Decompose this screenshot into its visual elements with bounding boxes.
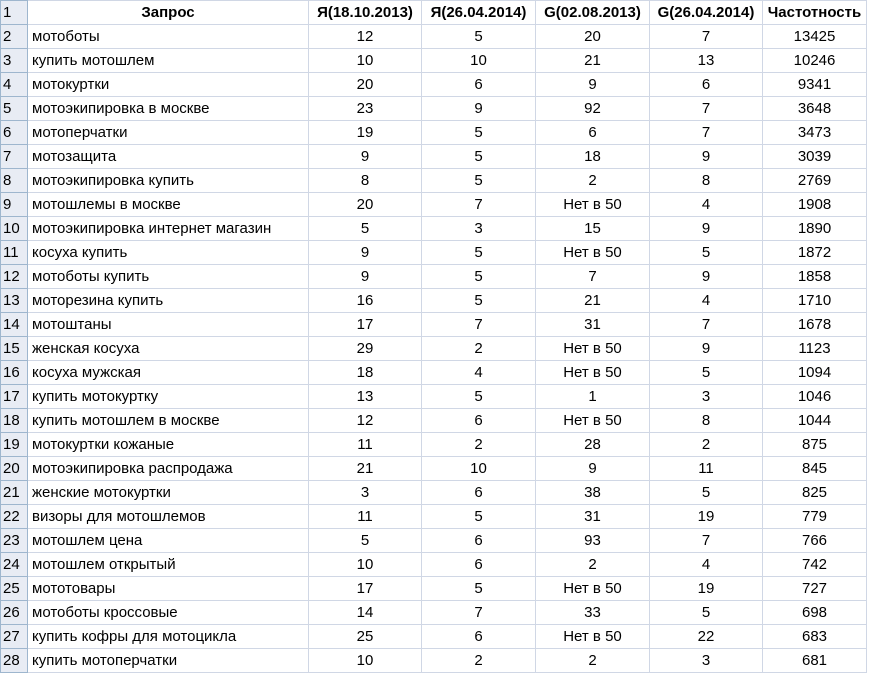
row-number[interactable]: 5 [1, 97, 28, 121]
cell-frequency[interactable]: 825 [763, 481, 867, 505]
table-row [1, 529, 867, 553]
column-header-frequency[interactable]: Частотность [763, 1, 867, 25]
cell-yandex-2014[interactable]: 5 [422, 241, 536, 265]
cell-query[interactable]: купить мотошлем в москве [28, 409, 309, 433]
cell-frequency[interactable]: 1872 [763, 241, 867, 265]
cell-query[interactable]: мотоперчатки [28, 121, 309, 145]
cell-yandex-2013[interactable]: 10 [309, 553, 422, 577]
cell-google-2013[interactable]: Нет в 50 [536, 577, 650, 601]
cell-yandex-2013[interactable]: 20 [309, 73, 422, 97]
cell-google-2014[interactable]: 3 [650, 385, 763, 409]
cell-frequency[interactable]: 3473 [763, 121, 867, 145]
cell-yandex-2014[interactable]: 5 [422, 121, 536, 145]
cell-google-2013[interactable]: 31 [536, 505, 650, 529]
cell-query[interactable]: моторезина купить [28, 289, 309, 313]
cell-google-2013[interactable]: 2 [536, 553, 650, 577]
row-number[interactable]: 11 [1, 241, 28, 265]
column-header-yandex-2014[interactable]: Я(26.04.2014) [422, 1, 536, 25]
cell-google-2013[interactable]: 20 [536, 25, 650, 49]
cell-yandex-2013[interactable]: 12 [309, 409, 422, 433]
table-row [1, 409, 867, 433]
cell-yandex-2014[interactable]: 9 [422, 97, 536, 121]
cell-yandex-2014[interactable]: 5 [422, 577, 536, 601]
cell-google-2014[interactable]: 7 [650, 121, 763, 145]
table-row [1, 73, 867, 97]
cell-yandex-2014[interactable]: 3 [422, 217, 536, 241]
cell-yandex-2014[interactable]: 2 [422, 433, 536, 457]
cell-frequency[interactable]: 845 [763, 457, 867, 481]
row-number[interactable]: 12 [1, 265, 28, 289]
cell-yandex-2013[interactable]: 9 [309, 265, 422, 289]
cell-google-2014[interactable]: 6 [650, 73, 763, 97]
cell-yandex-2013[interactable]: 10 [309, 649, 422, 673]
cell-yandex-2014[interactable]: 4 [422, 361, 536, 385]
cell-google-2014[interactable]: 8 [650, 409, 763, 433]
cell-frequency[interactable]: 683 [763, 625, 867, 649]
row-number[interactable]: 25 [1, 577, 28, 601]
cell-yandex-2014[interactable]: 5 [422, 265, 536, 289]
cell-google-2014[interactable]: 9 [650, 265, 763, 289]
cell-yandex-2013[interactable]: 17 [309, 313, 422, 337]
cell-google-2013[interactable]: 6 [536, 121, 650, 145]
cell-yandex-2014[interactable]: 7 [422, 601, 536, 625]
cell-query[interactable]: мотоботы кроссовые [28, 601, 309, 625]
cell-google-2013[interactable]: 31 [536, 313, 650, 337]
cell-yandex-2013[interactable]: 29 [309, 337, 422, 361]
cell-query[interactable]: мотоботы купить [28, 265, 309, 289]
cell-query[interactable]: женские мотокуртки [28, 481, 309, 505]
table-row [1, 121, 867, 145]
cell-yandex-2014[interactable]: 5 [422, 25, 536, 49]
cell-google-2014[interactable]: 5 [650, 241, 763, 265]
cell-yandex-2013[interactable]: 11 [309, 433, 422, 457]
cell-query[interactable]: мотоботы [28, 25, 309, 49]
cell-google-2013[interactable]: 1 [536, 385, 650, 409]
table-row [1, 577, 867, 601]
cell-google-2013[interactable]: 33 [536, 601, 650, 625]
cell-yandex-2013[interactable]: 23 [309, 97, 422, 121]
table-row [1, 481, 867, 505]
cell-yandex-2014[interactable]: 2 [422, 649, 536, 673]
cell-google-2014[interactable]: 3 [650, 649, 763, 673]
cell-frequency[interactable]: 875 [763, 433, 867, 457]
cell-query[interactable]: мотоэкипировка распродажа [28, 457, 309, 481]
cell-google-2014[interactable]: 4 [650, 553, 763, 577]
row-number[interactable]: 26 [1, 601, 28, 625]
cell-yandex-2014[interactable]: 6 [422, 73, 536, 97]
cell-yandex-2014[interactable]: 5 [422, 145, 536, 169]
cell-query[interactable]: мототовары [28, 577, 309, 601]
table-row [1, 385, 867, 409]
cell-frequency[interactable]: 1094 [763, 361, 867, 385]
row-number[interactable]: 17 [1, 385, 28, 409]
cell-google-2014[interactable]: 7 [650, 97, 763, 121]
cell-google-2014[interactable]: 5 [650, 361, 763, 385]
cell-google-2013[interactable]: 9 [536, 457, 650, 481]
cell-google-2014[interactable]: 7 [650, 529, 763, 553]
row-number[interactable]: 8 [1, 169, 28, 193]
table-row [1, 145, 867, 169]
cell-frequency[interactable]: 1046 [763, 385, 867, 409]
row-number[interactable]: 15 [1, 337, 28, 361]
cell-frequency[interactable]: 1908 [763, 193, 867, 217]
cell-query[interactable]: купить мотошлем [28, 49, 309, 73]
cell-yandex-2014[interactable]: 6 [422, 529, 536, 553]
row-number[interactable]: 28 [1, 649, 28, 673]
row-number[interactable]: 3 [1, 49, 28, 73]
cell-google-2013[interactable]: Нет в 50 [536, 241, 650, 265]
cell-frequency[interactable]: 1044 [763, 409, 867, 433]
cell-google-2014[interactable]: 19 [650, 577, 763, 601]
cell-query[interactable]: мотоэкипировка купить [28, 169, 309, 193]
cell-query[interactable]: купить мотоперчатки [28, 649, 309, 673]
column-header-google-2013[interactable]: G(02.08.2013) [536, 1, 650, 25]
cell-google-2013[interactable]: 93 [536, 529, 650, 553]
row-number[interactable]: 21 [1, 481, 28, 505]
cell-frequency[interactable]: 2769 [763, 169, 867, 193]
cell-frequency[interactable]: 1858 [763, 265, 867, 289]
table-row [1, 553, 867, 577]
cell-google-2014[interactable]: 5 [650, 601, 763, 625]
row-number[interactable]: 10 [1, 217, 28, 241]
cell-google-2013[interactable]: 28 [536, 433, 650, 457]
row-number[interactable]: 23 [1, 529, 28, 553]
cell-google-2014[interactable]: 19 [650, 505, 763, 529]
cell-google-2013[interactable]: Нет в 50 [536, 625, 650, 649]
table-row [1, 505, 867, 529]
cell-yandex-2013[interactable]: 3 [309, 481, 422, 505]
cell-frequency[interactable]: 742 [763, 553, 867, 577]
table-row [1, 313, 867, 337]
row-number[interactable]: 18 [1, 409, 28, 433]
cell-yandex-2013[interactable]: 21 [309, 457, 422, 481]
table-row [1, 649, 867, 673]
cell-query[interactable]: мотозащита [28, 145, 309, 169]
header-row [1, 1, 867, 25]
cell-yandex-2013[interactable]: 18 [309, 361, 422, 385]
cell-google-2013[interactable]: 18 [536, 145, 650, 169]
cell-yandex-2014[interactable]: 6 [422, 409, 536, 433]
cell-frequency[interactable]: 10246 [763, 49, 867, 73]
cell-google-2013[interactable]: 21 [536, 289, 650, 313]
table-row [1, 241, 867, 265]
cell-frequency[interactable]: 727 [763, 577, 867, 601]
cell-yandex-2014[interactable]: 5 [422, 505, 536, 529]
cell-query[interactable]: косуха мужская [28, 361, 309, 385]
cell-google-2014[interactable]: 11 [650, 457, 763, 481]
cell-yandex-2013[interactable]: 5 [309, 217, 422, 241]
cell-google-2014[interactable]: 8 [650, 169, 763, 193]
cell-query[interactable]: визоры для мотошлемов [28, 505, 309, 529]
cell-query[interactable]: мотоштаны [28, 313, 309, 337]
table-row [1, 457, 867, 481]
row-number[interactable]: 20 [1, 457, 28, 481]
cell-google-2014[interactable]: 7 [650, 25, 763, 49]
table-row [1, 25, 867, 49]
cell-google-2013[interactable]: 92 [536, 97, 650, 121]
cell-google-2013[interactable]: Нет в 50 [536, 193, 650, 217]
cell-google-2013[interactable]: 9 [536, 73, 650, 97]
cell-yandex-2013[interactable]: 16 [309, 289, 422, 313]
cell-frequency[interactable]: 1123 [763, 337, 867, 361]
row-number[interactable]: 1 [1, 1, 28, 25]
table-row [1, 217, 867, 241]
cell-query[interactable]: мотокуртки кожаные [28, 433, 309, 457]
cell-frequency[interactable]: 766 [763, 529, 867, 553]
column-header-query[interactable]: Запрос [28, 1, 309, 25]
cell-yandex-2013[interactable]: 17 [309, 577, 422, 601]
cell-query[interactable]: купить кофры для мотоцикла [28, 625, 309, 649]
table-row [1, 265, 867, 289]
cell-yandex-2013[interactable]: 13 [309, 385, 422, 409]
cell-google-2013[interactable]: 2 [536, 169, 650, 193]
row-number[interactable]: 7 [1, 145, 28, 169]
cell-google-2014[interactable]: 5 [650, 481, 763, 505]
table-row [1, 97, 867, 121]
cell-yandex-2013[interactable]: 11 [309, 505, 422, 529]
cell-frequency[interactable]: 9341 [763, 73, 867, 97]
cell-google-2013[interactable]: Нет в 50 [536, 409, 650, 433]
cell-yandex-2014[interactable]: 10 [422, 457, 536, 481]
cell-query[interactable]: женская косуха [28, 337, 309, 361]
cell-google-2014[interactable]: 9 [650, 337, 763, 361]
cell-yandex-2014[interactable]: 5 [422, 169, 536, 193]
cell-yandex-2013[interactable]: 20 [309, 193, 422, 217]
cell-yandex-2013[interactable]: 25 [309, 625, 422, 649]
cell-query[interactable]: мотошлем цена [28, 529, 309, 553]
cell-google-2014[interactable]: 2 [650, 433, 763, 457]
cell-google-2014[interactable]: 9 [650, 145, 763, 169]
cell-google-2014[interactable]: 13 [650, 49, 763, 73]
cell-google-2014[interactable]: 22 [650, 625, 763, 649]
cell-frequency[interactable]: 1890 [763, 217, 867, 241]
cell-yandex-2013[interactable]: 19 [309, 121, 422, 145]
cell-yandex-2013[interactable]: 14 [309, 601, 422, 625]
cell-frequency[interactable]: 13425 [763, 25, 867, 49]
cell-frequency[interactable]: 1710 [763, 289, 867, 313]
cell-google-2013[interactable]: 21 [536, 49, 650, 73]
cell-query[interactable]: купить мотокуртку [28, 385, 309, 409]
cell-google-2013[interactable]: 38 [536, 481, 650, 505]
cell-query[interactable]: мотошлем открытый [28, 553, 309, 577]
table-row [1, 289, 867, 313]
table-body [1, 1, 867, 673]
cell-yandex-2014[interactable]: 7 [422, 193, 536, 217]
cell-frequency[interactable]: 3039 [763, 145, 867, 169]
cell-yandex-2013[interactable]: 5 [309, 529, 422, 553]
row-number[interactable]: 13 [1, 289, 28, 313]
table-row [1, 169, 867, 193]
cell-frequency[interactable]: 1678 [763, 313, 867, 337]
cell-google-2014[interactable]: 7 [650, 313, 763, 337]
table-row [1, 625, 867, 649]
cell-frequency[interactable]: 779 [763, 505, 867, 529]
cell-google-2013[interactable]: Нет в 50 [536, 361, 650, 385]
row-number[interactable]: 22 [1, 505, 28, 529]
table-row [1, 49, 867, 73]
row-number[interactable]: 2 [1, 25, 28, 49]
column-header-yandex-2013[interactable]: Я(18.10.2013) [309, 1, 422, 25]
cell-yandex-2013[interactable]: 12 [309, 25, 422, 49]
table-row [1, 601, 867, 625]
table-row [1, 193, 867, 217]
table-row [1, 337, 867, 361]
cell-yandex-2013[interactable]: 9 [309, 145, 422, 169]
cell-yandex-2014[interactable]: 6 [422, 625, 536, 649]
cell-yandex-2013[interactable]: 10 [309, 49, 422, 73]
cell-yandex-2014[interactable]: 10 [422, 49, 536, 73]
cell-google-2013[interactable]: 15 [536, 217, 650, 241]
cell-google-2014[interactable]: 9 [650, 217, 763, 241]
cell-google-2013[interactable]: Нет в 50 [536, 337, 650, 361]
cell-yandex-2014[interactable]: 2 [422, 337, 536, 361]
cell-query[interactable]: мотокуртки [28, 73, 309, 97]
row-number[interactable]: 19 [1, 433, 28, 457]
cell-yandex-2014[interactable]: 6 [422, 481, 536, 505]
cell-yandex-2014[interactable]: 6 [422, 553, 536, 577]
cell-frequency[interactable]: 698 [763, 601, 867, 625]
cell-query[interactable]: мотоэкипировка интернет магазин [28, 217, 309, 241]
cell-google-2014[interactable]: 4 [650, 193, 763, 217]
cell-yandex-2013[interactable]: 8 [309, 169, 422, 193]
cell-yandex-2014[interactable]: 7 [422, 313, 536, 337]
cell-query[interactable]: мотоэкипировка в москве [28, 97, 309, 121]
cell-yandex-2013[interactable]: 9 [309, 241, 422, 265]
table-row [1, 361, 867, 385]
row-number[interactable]: 27 [1, 625, 28, 649]
cell-frequency[interactable]: 681 [763, 649, 867, 673]
row-number[interactable]: 6 [1, 121, 28, 145]
cell-yandex-2014[interactable]: 5 [422, 385, 536, 409]
cell-query[interactable]: мотошлемы в москве [28, 193, 309, 217]
row-number[interactable]: 4 [1, 73, 28, 97]
row-number[interactable]: 9 [1, 193, 28, 217]
cell-yandex-2014[interactable]: 5 [422, 289, 536, 313]
column-header-google-2014[interactable]: G(26.04.2014) [650, 1, 763, 25]
cell-google-2013[interactable]: 7 [536, 265, 650, 289]
cell-query[interactable]: косуха купить [28, 241, 309, 265]
cell-frequency[interactable]: 3648 [763, 97, 867, 121]
row-number[interactable]: 24 [1, 553, 28, 577]
row-number[interactable]: 16 [1, 361, 28, 385]
table-row [1, 433, 867, 457]
cell-google-2014[interactable]: 4 [650, 289, 763, 313]
row-number[interactable]: 14 [1, 313, 28, 337]
cell-google-2013[interactable]: 2 [536, 649, 650, 673]
